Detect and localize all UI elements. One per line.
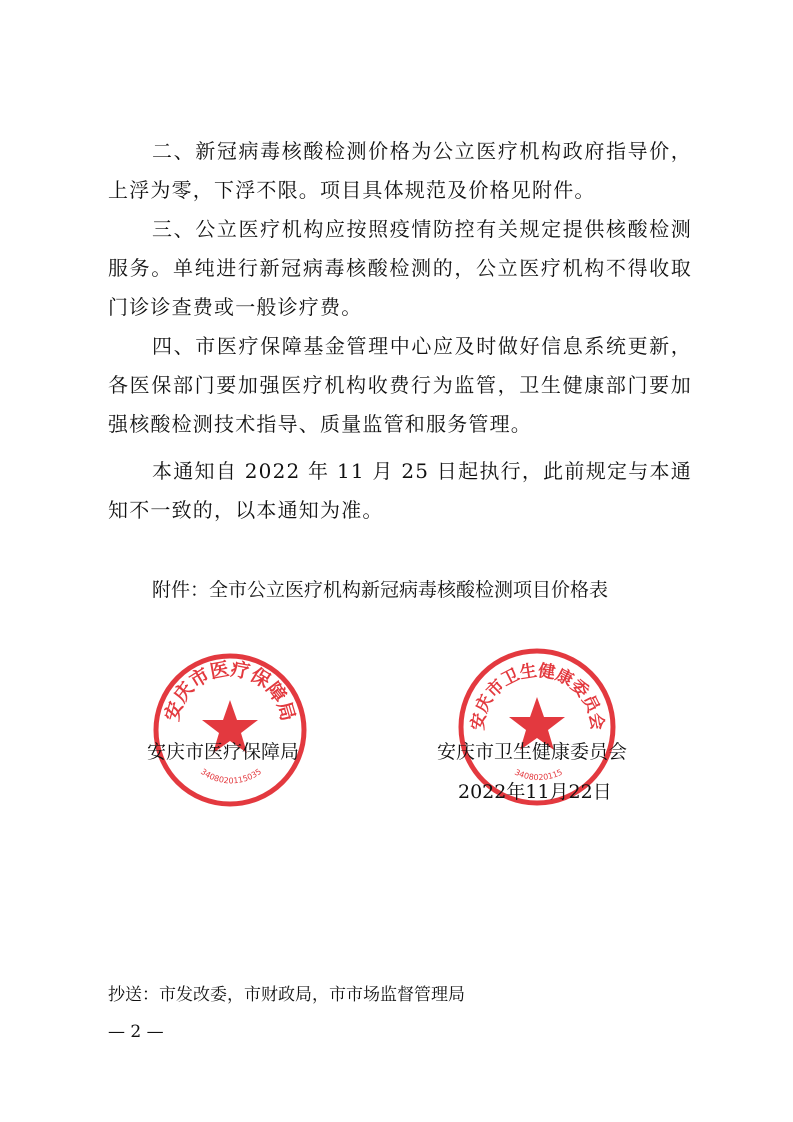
paragraph-3: 三、公立医疗机构应按照疫情防控有关规定提供核酸检测服务。单纯进行新冠病毒核酸检测的，公立医疗机构不得收取门诊诊查费或一般诊疗费。 xyxy=(108,217,692,319)
attachment-line: 附件：全市公立医疗机构新冠病毒核酸检测项目价格表 xyxy=(152,579,609,601)
left-signature-org: 安庆市医疗保障局 xyxy=(147,741,300,763)
signature-date: 2022年11月22日 xyxy=(458,781,612,803)
paragraph-2: 二、新冠病毒核酸检测价格为公立医疗机构政府指导价，上浮为零，下浮不限。项目具体规范及价格见附件。 xyxy=(108,139,692,202)
paragraph-4: 四、市医疗保障基金管理中心应及时做好信息系统更新，各医保部门要加强医疗机构收费行为监管，卫生健康部门要加强核酸检测技术指导、质量监管和服务管理。 xyxy=(108,334,692,436)
right-signature-org: 安庆市卫生健康委员会 xyxy=(437,741,628,763)
cc-line: 抄送：市发改委，市财政局，市市场监督管理局 xyxy=(108,985,465,1005)
paragraph-effective-date: 本通知自 2022 年 11 月 25 日起执行，此前规定与本通知不一致的，以本通知为准。 xyxy=(108,459,692,522)
right-seal-code: 3408020115 xyxy=(513,767,564,783)
left-seal-code: 3408020115035 xyxy=(198,767,264,786)
page-number: — 2 — xyxy=(108,1022,164,1042)
left-seal-arc-text: 安庆市医疗保障局 xyxy=(161,658,299,724)
left-official-seal xyxy=(150,650,310,810)
right-seal-arc-text: 安庆市卫生健康委员会 xyxy=(468,660,607,732)
